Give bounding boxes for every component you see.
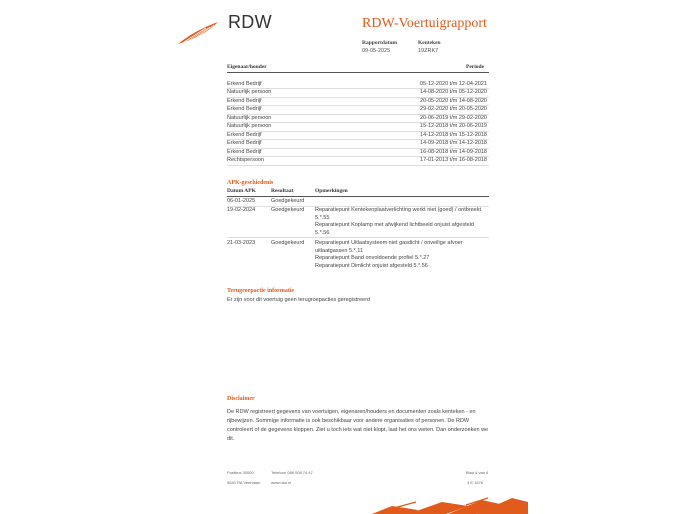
apk-result-cell: Goedgekeurd bbox=[271, 207, 305, 213]
remark-item: Reparatiepunt Kentekenplaatverlichting werkt niet (goed) / ontbreekt 5.*.55 bbox=[315, 207, 482, 221]
owner-cell: Erkend Bedrijf bbox=[227, 140, 262, 146]
period-cell: 29-02-2020 t/m 20-05-2020 bbox=[420, 106, 487, 112]
period-cell: 15-12-2018 t/m 20-06-2019 bbox=[420, 123, 487, 129]
owner-cell: Erkend Bedrijf bbox=[227, 131, 262, 138]
report-date-value: 09-05-2025 bbox=[362, 48, 391, 54]
period-cell: 05-12-2020 t/m 12-04-2021 bbox=[420, 80, 487, 87]
period-cell: 20-05-2020 t/m 14-08-2020 bbox=[420, 97, 487, 104]
apk-date-cell: 19-02-2024 bbox=[227, 207, 256, 213]
owner-cell: Natuurlijk persoon bbox=[227, 114, 272, 121]
remark-item: Reparatiepunt Band onvoldoende profiel 5.*.27 bbox=[315, 255, 430, 262]
apk-section-title: APK-geschiedenis bbox=[227, 180, 274, 186]
disclaimer-text: De RDW registreert gegevens van voertuigen, eigenaren/houders en documenten zoals kenteken - en rijbewijzen. Sommige informatie is ook beschikbaar voor andere organisaties of personen. De RDW controleert of de gegevens kloppen. Ziet u toch iets wat niet klopt, laat het ons weten. Dan onderzoeken we dit. bbox=[227, 409, 489, 442]
apk-result-column-header: Resultaat bbox=[271, 188, 294, 194]
apk-date-column-header: Datum APK bbox=[227, 188, 256, 194]
remark-item: Reparatiepunt Koplamp met afwijkend lichtbeeld onjuist afgesteld 5.*.56 bbox=[315, 222, 474, 236]
footer-phone: Telefoon 088 008 74 47 bbox=[271, 470, 313, 475]
document-title: RDW-Voertuigrapport bbox=[362, 16, 487, 31]
apk-date-cell: 21-03-2023 bbox=[227, 240, 256, 246]
table-row bbox=[227, 157, 489, 166]
footer-website[interactable]: www.rdw.nl bbox=[271, 480, 292, 485]
apk-remarks-cell bbox=[315, 240, 485, 270]
disclaimer-title: Disclaimer bbox=[227, 396, 255, 402]
brand-name: RDW bbox=[228, 12, 272, 32]
footer-code: 3 E 1678 bbox=[467, 480, 484, 485]
footer-page-number: Blad 4 van 4 bbox=[466, 470, 489, 475]
footer-city: 9640 RA Veendam bbox=[227, 480, 261, 485]
remark-item: Reparatiepunt Dimlicht onjuist afgesteld 5.*.56 bbox=[315, 262, 428, 269]
period-cell: 16-08-2018 t/m 14-09-2018 bbox=[420, 148, 487, 155]
owner-cell: Erkend Bedrijf bbox=[227, 106, 262, 112]
plate-label: Kenteken bbox=[418, 40, 441, 46]
recall-section-title: Terugroepactie informatie bbox=[227, 288, 295, 294]
owner-cell: Natuurlijk persoon bbox=[227, 123, 272, 129]
apk-remarks-column-header: Opmerkingen bbox=[315, 188, 348, 194]
table-row bbox=[227, 239, 489, 276]
owner-cell: Erkend Bedrijf bbox=[227, 80, 262, 87]
remark-item: Reparatiepunt Uitlaatsysteem niet gasdicht / onveilige afvoer uitlaatgassen 5.*.11 bbox=[315, 240, 463, 254]
period-cell: 14-09-2018 t/m 14-12-2018 bbox=[420, 140, 487, 146]
apk-date-cell: 06-01-2025 bbox=[227, 198, 256, 204]
owner-cell: Erkend Bedrijf bbox=[227, 97, 262, 104]
owner-cell: Erkend Bedrijf bbox=[227, 148, 262, 155]
period-column-header: Periode bbox=[466, 64, 485, 70]
apk-result-cell: Goedgekeurd bbox=[271, 240, 305, 246]
period-cell: 14-12-2018 t/m 15-12-2018 bbox=[420, 131, 487, 138]
rdw-swoosh-icon bbox=[372, 496, 528, 514]
plate-value: 19ZRK7 bbox=[418, 48, 439, 54]
recall-text: Er zijn voor dit voertuig geen terugroepacties geregistreerd bbox=[227, 297, 371, 303]
apk-remarks-cell bbox=[315, 207, 485, 237]
period-cell: 14-08-2020 t/m 05-12-2020 bbox=[420, 89, 487, 95]
report-date-label: Rapportdatum bbox=[362, 40, 398, 46]
apk-result-cell: Goedgekeurd bbox=[271, 198, 305, 204]
period-cell: 17-01-2013 t/m 16-08-2018 bbox=[420, 157, 487, 163]
period-cell: 20-06-2019 t/m 29-02-2020 bbox=[420, 114, 487, 121]
owner-column-header: Eigenaar/houder bbox=[227, 64, 267, 70]
footer-postbus: Postbus 30000 bbox=[227, 470, 254, 475]
owners-header-rule bbox=[227, 72, 489, 73]
rdw-logo-icon bbox=[176, 20, 220, 46]
table-row bbox=[227, 206, 489, 238]
owner-cell: Natuurlijk persoon bbox=[227, 89, 272, 95]
owner-cell: Rechtspersoon bbox=[227, 157, 264, 163]
